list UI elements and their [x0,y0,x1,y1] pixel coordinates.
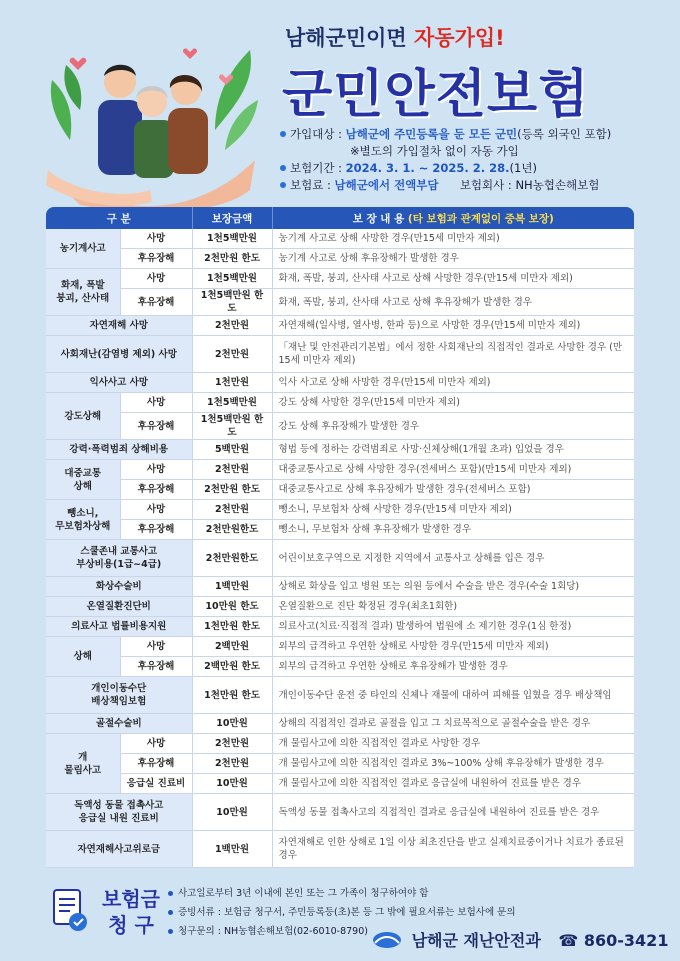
amount-cell: 2천만원 [192,500,272,520]
description-cell: 개 물림사고에 의한 직접적인 결과로 3%~100% 상해 후유장해가 발생한 경우 [272,754,634,774]
description-cell: 화재, 폭발, 붕괴, 산사태 사고로 상해 사망한 경우(만15세 미만자 제외) [272,269,634,289]
amount-cell: 2천만원한도 [192,540,272,577]
amount-cell: 2천만원 [192,316,272,336]
category-cell: 자연재해 사망 [46,316,192,336]
period-row [280,160,675,177]
table-row [46,460,634,480]
category-cell: 뺑소니, 무보험차상해 [46,500,120,540]
category-cell: 상해 [46,637,120,677]
table-row [46,597,634,617]
table-row [46,617,634,637]
category-cell: 사회재난(감염병 제외) 사망 [46,336,192,373]
table-row [46,229,634,249]
amount-cell: 2천만원 [192,460,272,480]
target-label: 가입대상 : [290,127,342,141]
category-cell: 강도상해 [46,393,120,440]
category-cell: 독액성 동물 접촉사고 응급실 내원 진료비 [46,794,192,831]
department-name: 남해군 재난안전과 [411,931,541,950]
description-cell: 상해로 화상을 입고 병원 또는 의원 등에서 수술을 받은 경우(수술 1회당) [272,577,634,597]
amount-cell: 2천만원 한도 [192,480,272,500]
category-cell: 농기계사고 [46,229,120,269]
description-cell: 농기계 사고로 상해 후유장해가 발생한 경우 [272,249,634,269]
header-content-note: (타 보험과 관계없이 중복 보장) [407,212,554,225]
amount-cell: 1천5백만원 [192,393,272,413]
bullet-icon [280,182,286,188]
table-row [46,540,634,577]
coverage-table-wrapper [46,207,634,868]
bullet-icon [280,165,286,171]
subtitle-prefix: 남해군민이면 [285,26,407,50]
footer [0,880,680,961]
insurer-value: NH농협손해보험 [515,178,600,192]
insurer-label: 보험회사 : [459,178,512,192]
description-cell: 개 물림사고에 의한 직접적인 결과로 사망한 경우 [272,734,634,754]
amount-cell: 10만원 [192,714,272,734]
header-content-label: 보 장 내 용 [352,212,405,225]
description-cell: 대중교통사고로 상해 사망한 경우(전세버스 포함)(만15세 미만자 제외) [272,460,634,480]
department-brand [372,928,668,951]
category-cell: 온열질환진단비 [46,597,192,617]
description-cell: 개 물림사고에 의한 직접적인 결과로 응급실에 내원하여 진료를 받은 경우 [272,774,634,794]
header-content [272,207,634,229]
amount-cell: 2천만원 [192,754,272,774]
amount-cell: 1천5백만원 [192,269,272,289]
description-cell: 익사 사고로 상해 사망한 경우(만15세 미만자 제외) [272,373,634,393]
target-note: (등록 외국인 포함) [517,127,612,141]
amount-cell: 2백만원 [192,637,272,657]
table-body [46,229,634,868]
table-row [46,754,634,774]
category-cell: 대중교통 상해 [46,460,120,500]
table-row [46,393,634,413]
insurance-info [280,126,675,194]
description-cell: 강도 상해 사망한 경우(만15세 미만자 제외) [272,393,634,413]
amount-cell: 1천5백만원 한도 [192,289,272,316]
amount-cell: 5백만원 [192,440,272,460]
table-row [46,440,634,460]
claim-title-1: 보험금 [102,887,160,911]
table-row [46,373,634,393]
table-row [46,714,634,734]
description-cell: 자연재해(일사병, 열사병, 한파 등)으로 사망한 경우(만15세 미만자 제외) [272,316,634,336]
claim-title-2: 청 구 [108,913,154,937]
table-row [46,500,634,520]
table-row [46,336,634,373]
subcategory-cell: 사망 [120,393,192,413]
category-cell: 화상수술비 [46,577,192,597]
bullet-icon [280,131,286,137]
subcategory-cell: 후유장해 [120,657,192,677]
header [0,0,680,210]
table-row [46,289,634,316]
table-row [46,480,634,500]
category-cell: 스쿨존내 교통사고 부상비용(1급~4급) [46,540,192,577]
category-cell: 화재, 폭발 붕괴, 산사태 [46,269,120,316]
table-row [46,734,634,754]
category-cell: 개인이동수단 배상책임보험 [46,677,192,714]
claim-title [96,886,166,938]
period-label: 보험기간 : [290,161,342,175]
table-header-row [46,207,634,229]
premium-value: 남해군에서 전액부담 [334,178,439,192]
amount-cell: 2백만원 한도 [192,657,272,677]
claim-info-text: 청구문의 : NH농협손해보험(02-6010-8790) [178,926,368,937]
amount-cell: 2천만원 한도 [192,249,272,269]
amount-cell: 1백만원 [192,577,272,597]
description-cell: 화재, 폭발, 붕괴, 산사태 사고로 상해 후유장해가 발생한 경우 [272,289,634,316]
description-cell: 어린이보호구역으로 지정한 지역에서 교통사고 상해를 입은 경우 [272,540,634,577]
description-cell: 개인이동수단 운전 중 타인의 신체나 재물에 대하여 피해를 입혔을 경우 배상책임 [272,677,634,714]
category-cell: 익사사고 사망 [46,373,192,393]
family-hands-illustration [40,40,260,215]
subcategory-cell: 사망 [120,269,192,289]
amount-cell: 2천만원 [192,336,272,373]
period-note: (1년) [509,161,537,175]
description-cell: 뺑소니, 무보험차 상해 후유장해가 발생한 경우 [272,520,634,540]
category-cell: 자연재해사고위로금 [46,831,192,868]
table-row [46,677,634,714]
description-cell: 강도 상해 후유장해가 발생한 경우 [272,413,634,440]
subcategory-cell: 후유장해 [120,754,192,774]
period-value: 2024. 3. 1. ~ 2025. 2. 28. [345,161,510,175]
description-cell: 형법 등에 정하는 강력범죄로 사망·신체상해(1개월 초과) 입었을 경우 [272,440,634,460]
bullet-icon [168,929,173,934]
claim-info-item [168,884,516,903]
table-row [46,413,634,440]
subcategory-cell: 사망 [120,637,192,657]
claim-info-text: 증빙서류 : 보험금 청구서, 주민등록등(초)본 등 그 밖에 필요서류는 보험사에 문의 [178,907,516,918]
subcategory-cell: 후유장해 [120,520,192,540]
claim-info-text: 사고일로부터 3년 이내에 본인 또는 그 가족이 청구하여야 함 [178,888,429,899]
table-row [46,657,634,677]
category-cell: 골절수술비 [46,714,192,734]
table-row [46,637,634,657]
description-cell: 대중교통사고로 상해 후유장해가 발생한 경우(전세버스 포함) [272,480,634,500]
amount-cell: 1천5백만원 [192,229,272,249]
claim-info-item [168,903,516,922]
coverage-table [46,207,634,868]
table-row [46,774,634,794]
amount-cell: 1천만원 한도 [192,677,272,714]
table-row [46,794,634,831]
premium-label: 보험료 : [290,178,331,192]
premium-row [280,177,675,194]
subcategory-cell: 사망 [120,460,192,480]
amount-cell: 1백만원 [192,831,272,868]
table-row [46,249,634,269]
namhae-logo-icon [372,931,402,949]
document-icon [50,888,90,934]
amount-cell: 1천만원 [192,373,272,393]
table-row [46,316,634,336]
subtitle [285,22,505,52]
description-cell: 상해의 직접적인 결과로 골절을 입고 그 치료목적으로 골절수술을 받은 경우 [272,714,634,734]
amount-cell: 1천만원 한도 [192,617,272,637]
description-cell: 의료사고(치료·직접적 결과) 발생하여 법원에 소 제기한 경우(1심 한정) [272,617,634,637]
description-cell: 「재난 및 안전관리기본법」에서 정한 사회재난의 직접적인 결과로 사망한 경우 (만15세 미만자 제외) [272,336,634,373]
description-cell: 자연재해로 인한 상해로 1일 이상 최초진단을 받고 실제치료중이거나 치료가 종료된 경우 [272,831,634,868]
category-cell: 의료사고 법률비용지원 [46,617,192,637]
target-sub: ※별도의 가입절차 없이 자동 가입 [350,144,519,158]
subcategory-cell: 후유장해 [120,289,192,316]
target-value: 남해군에 주민등록을 둔 모든 군민 [345,127,518,141]
table-row [46,831,634,868]
subcategory-cell: 후유장해 [120,480,192,500]
header-amount: 보장금액 [192,207,272,229]
subcategory-cell: 사망 [120,734,192,754]
amount-cell: 2천만원 [192,734,272,754]
department-phone: ☎ 860-3421 [558,931,669,950]
category-cell: 강력·폭력범죄 상해비용 [46,440,192,460]
bullet-icon [168,891,173,896]
subcategory-cell: 사망 [120,229,192,249]
description-cell: 외부의 급격하고 우연한 상해로 사망한 경우(만15세 미만자 제외) [272,637,634,657]
description-cell: 농기계 사고로 상해 사망한 경우(만15세 미만자 제외) [272,229,634,249]
description-cell: 외부의 급격하고 우연한 상해로 후유장해가 발생한 경우 [272,657,634,677]
subcategory-cell: 후유장해 [120,249,192,269]
description-cell: 뺑소니, 무보험차 상해 사망한 경우(만15세 미만자 제외) [272,500,634,520]
table-row [46,577,634,597]
amount-cell: 10만원 [192,774,272,794]
category-cell: 개 물림사고 [46,734,120,794]
page-title: 군민안전보험 [282,65,590,125]
description-cell: 독액성 동물 접촉사고의 직접적인 결과로 응급실에 내원하여 진료를 받은 경우 [272,794,634,831]
bullet-icon [168,910,173,915]
amount-cell: 10만원 한도 [192,597,272,617]
subcategory-cell: 응급실 진료비 [120,774,192,794]
table-row [46,520,634,540]
subtitle-highlight: 자동가입! [414,26,505,50]
amount-cell: 1천5백만원 한도 [192,413,272,440]
header-category: 구 분 [46,207,192,229]
amount-cell: 10만원 [192,794,272,831]
table-row [46,269,634,289]
subcategory-cell: 후유장해 [120,413,192,440]
description-cell: 온열질환으로 진단 확정된 경우(최초1회한) [272,597,634,617]
amount-cell: 2천만원한도 [192,520,272,540]
subcategory-cell: 사망 [120,500,192,520]
target-row [280,126,675,143]
